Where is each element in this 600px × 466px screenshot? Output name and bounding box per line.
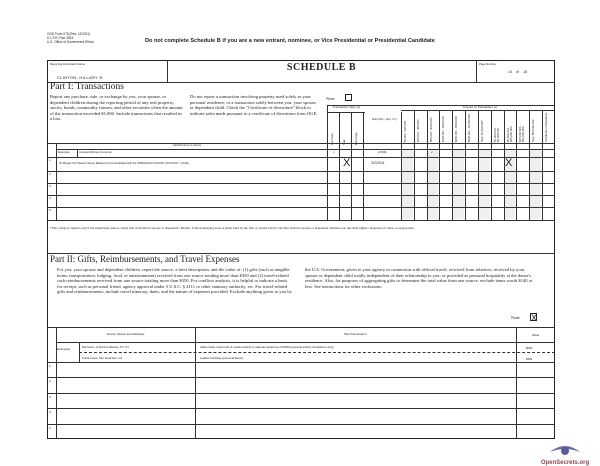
- column-divider: [339, 112, 340, 220]
- name-label: Reporting Individual's Name: [50, 62, 85, 66]
- transaction-date[interactable]: 3/2/2011: [371, 161, 385, 165]
- footnote: *This category applies only if the underlying asset is solely that of the filer's spouse or dependent children. If the underlying asset is either held by the filer or jointly held by the filer with the spouse or dependent children, use the other higher categories of value, as appropriate.: [50, 226, 415, 230]
- cell-shading: [428, 150, 439, 219]
- part1-title: Part I: Transactions: [50, 82, 124, 92]
- page-number: 14 of 18: [508, 70, 527, 74]
- amount-column-header: $1,001 - $15,000: [403, 120, 407, 142]
- opensecrets-logo: [537, 443, 593, 466]
- example-label: Example: [58, 150, 70, 154]
- cell-shading: [479, 150, 490, 219]
- asset-row-1[interactable]: JP Morgan US Treasury Money Market Fund (consolidated with the JPMORGAN CUSTODY ACCOUNT - CASH): [59, 162, 189, 165]
- row-number: 5: [49, 425, 51, 430]
- example-amount: x: [431, 150, 433, 154]
- example-value-1: $500: [526, 346, 533, 350]
- watermark-text: OpenSecrets.org: [540, 460, 590, 466]
- part1-text-right: Do not report a transaction involving property used solely as your personal residence, or a transaction solely between you, your spouse, or dependent child. Check the "Certificate of divestiture" block to indicate sales made pursuant to a certificate of divestiture from OGE.: [190, 94, 318, 116]
- cell-shading: [530, 150, 541, 219]
- sale-mark[interactable]: X: [343, 157, 351, 169]
- example-source-1: Nat'l Assn. of Rock Collectors, NY, NY: [82, 345, 130, 349]
- part1-none-label: None: [326, 96, 335, 101]
- amount-column-header: $15,001 - $50,000: [415, 119, 420, 142]
- row-number: 2: [49, 172, 51, 176]
- value-header: Value: [531, 333, 540, 337]
- row-number: 1: [49, 158, 51, 162]
- example-asset: Central Airlines Common: [79, 150, 113, 154]
- part2-none-checkbox[interactable]: X: [531, 313, 538, 323]
- row-divider: [47, 408, 555, 409]
- amount-column-header: Over $1,000,000*: [479, 120, 484, 142]
- example-value-2: $365: [526, 357, 533, 361]
- type-purchase: Purchase: [330, 133, 334, 145]
- amount-column-header: $25,000,001 - $50,000,000: [518, 124, 526, 142]
- amount-column-header: $1,000,001 - $5,000,000: [492, 126, 500, 142]
- notice: Do not complete Schedule B if you are a new entrant, nominee, or Vice Presidential or Presidential Candidate: [145, 38, 435, 44]
- cell-shading: [453, 150, 464, 219]
- part2-text-left: For you, your spouse and dependent children, report the source, a brief description, and the value of: (1) gifts (such as tangible items, transportation, lodging, food, or entertainment) received from one source totaling more than $350 and (2) travel-related cash reimbursements received from one source totaling more than $350. For conflicts analysis, it is helpful to indicate a basis for receipt, such as personal friend, agency approval under 5 U.S.C. § 4111 or other statutory authority, etc. For travel-related gifts and reimbursements, include travel itinerary, dates, and the nature of expenses provided. Exclude anything given to you by: [57, 267, 292, 295]
- amount-column-header: $50,001 - $100,000: [428, 117, 433, 142]
- form-number: OGE Form 278 (Rev. 12/2011): [47, 32, 91, 36]
- ident-header: Identification of Assets: [173, 143, 201, 147]
- row-number: 2: [49, 379, 51, 384]
- row-divider: [47, 377, 555, 378]
- cell-shading: [402, 150, 413, 219]
- amount-header: Amount of Transaction (x): [462, 105, 498, 109]
- type-sale: Sale: [342, 139, 346, 145]
- desc-header: Brief Description: [344, 332, 367, 336]
- example-type: x: [333, 150, 335, 154]
- row-number: 3: [49, 394, 51, 399]
- part2-text-right: the U.S. Government; given to your agency in connection with official travel; received from relatives; received by your spouse or dependent child totally independent of their relationship to you; or provided as personal hospitality at the donor's residence. Also, for purposes of aggregating gifts to determine the total value from one source, exclude items worth $140 or less. See instructions for other exclusions.: [305, 267, 533, 289]
- eye-icon: [549, 444, 581, 456]
- amount-column-header: $250,001 - $500,000: [454, 116, 459, 142]
- amount-column-header: $100,001 - $250,000: [441, 116, 446, 142]
- form-info: [47, 33, 94, 44]
- amount-column-header: Certificate of divestiture: [544, 112, 548, 142]
- part1-none-checkbox[interactable]: [345, 94, 352, 101]
- amount-column-header: $500,001 - $1,000,000: [467, 113, 472, 142]
- column-divider: [351, 112, 352, 220]
- row-number: 1: [49, 364, 51, 368]
- amount-mark[interactable]: X: [505, 157, 513, 169]
- examples-label: Examples: [57, 347, 71, 351]
- row-divider: [47, 393, 555, 394]
- part2-none-label: None: [511, 315, 520, 320]
- example-desc-2: Leather briefcase (personal friend): [200, 356, 243, 360]
- part2-title: Part II: Gifts, Reimbursements, and Travel Expenses: [50, 254, 240, 264]
- row-number: 5: [49, 208, 51, 212]
- filer-name: CLINTON, HILLARY R.: [57, 75, 105, 80]
- source-header: Source (Name and Address): [106, 332, 145, 336]
- example-desc-1: Airline ticket, hotel room & meals incident to national conference 6/15/99 (personal activity unrelated to duty): [200, 345, 334, 349]
- row-divider: [47, 424, 555, 425]
- date-header: Date (Mo., Day, Yr.): [372, 117, 397, 121]
- amount-column-header: Over $50,000,000: [531, 119, 536, 142]
- page-label: Page Number: [479, 62, 497, 66]
- example-date: 2/1/99: [378, 150, 387, 154]
- schedule-title: SCHEDULE B: [286, 62, 357, 73]
- example-source-2: Frank Jones, San Francisco, CA: [82, 356, 123, 360]
- part1-text-left: Report any purchase, sale, or exchange by you, your spouse, or dependent children during the reporting period of any real property, stocks, bonds, commodity futures, and other securities when the amount of the transaction exceeded $1,000. Include transactions that resulted in a loss.: [50, 94, 183, 122]
- form-agency: U.S. Office of Government Ethics: [47, 39, 94, 44]
- form-cfr: 5 C.F.R. Part 2634: [47, 35, 74, 40]
- amount-column-header: $5,000,001 - $25,000,000: [505, 126, 513, 142]
- row-number: 3: [49, 184, 51, 188]
- type-exchange: Exchange: [354, 132, 358, 145]
- row-number: 4: [49, 410, 51, 415]
- row-number: 4: [49, 196, 51, 200]
- type-header: Transaction Type (x): [332, 105, 361, 109]
- column-divider: [363, 112, 364, 220]
